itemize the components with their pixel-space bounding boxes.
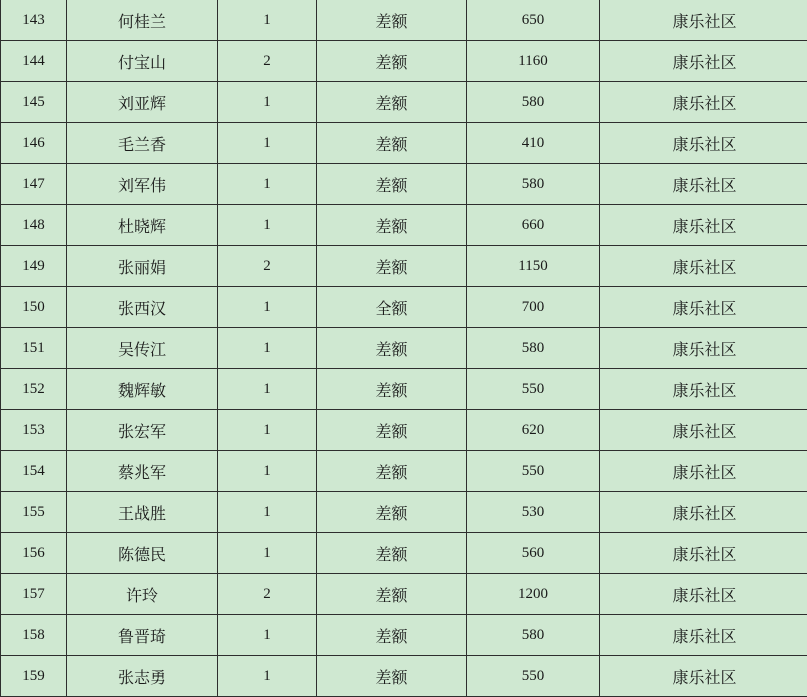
- table-row: [1, 328, 807, 369]
- cell-community[interactable]: 康乐社区: [600, 369, 807, 410]
- cell-serial-number[interactable]: 156: [1, 533, 67, 574]
- table-body: [1, 0, 807, 697]
- cell-name[interactable]: 吴传江: [67, 328, 218, 369]
- cell-name[interactable]: 陈德民: [67, 533, 218, 574]
- cell-community[interactable]: 康乐社区: [600, 656, 807, 697]
- cell-household-count[interactable]: 2: [218, 574, 317, 615]
- cell-amount[interactable]: 580: [467, 328, 600, 369]
- cell-serial-number[interactable]: 150: [1, 287, 67, 328]
- cell-name[interactable]: 鲁晋琦: [67, 615, 218, 656]
- cell-community[interactable]: 康乐社区: [600, 574, 807, 615]
- table-row: [1, 451, 807, 492]
- cell-name[interactable]: 张丽娟: [67, 246, 218, 287]
- table-row: [1, 492, 807, 533]
- cell-amount[interactable]: 560: [467, 533, 600, 574]
- cell-name[interactable]: 许玲: [67, 574, 218, 615]
- cell-community[interactable]: 康乐社区: [600, 492, 807, 533]
- cell-serial-number[interactable]: 149: [1, 246, 67, 287]
- cell-amount[interactable]: 580: [467, 615, 600, 656]
- cell-amount[interactable]: 1200: [467, 574, 600, 615]
- cell-household-count[interactable]: 1: [218, 533, 317, 574]
- cell-name[interactable]: 张宏军: [67, 410, 218, 451]
- cell-amount[interactable]: 620: [467, 410, 600, 451]
- cell-serial-number[interactable]: 146: [1, 123, 67, 164]
- cell-household-count[interactable]: 1: [218, 369, 317, 410]
- table-row: [1, 656, 807, 697]
- cell-name[interactable]: 张西汉: [67, 287, 218, 328]
- cell-name[interactable]: 张志勇: [67, 656, 218, 697]
- cell-amount[interactable]: 580: [467, 82, 600, 123]
- cell-name[interactable]: 魏辉敏: [67, 369, 218, 410]
- cell-name[interactable]: 付宝山: [67, 41, 218, 82]
- cell-name[interactable]: 王战胜: [67, 492, 218, 533]
- cell-community[interactable]: 康乐社区: [600, 410, 807, 451]
- cell-amount[interactable]: 650: [467, 0, 600, 41]
- cell-aid-type[interactable]: 差额: [317, 656, 467, 697]
- cell-household-count[interactable]: 1: [218, 205, 317, 246]
- cell-name[interactable]: 何桂兰: [67, 0, 218, 41]
- cell-serial-number[interactable]: 157: [1, 574, 67, 615]
- cell-aid-type[interactable]: 差额: [317, 369, 467, 410]
- cell-aid-type[interactable]: 差额: [317, 410, 467, 451]
- cell-community[interactable]: 康乐社区: [600, 246, 807, 287]
- cell-household-count[interactable]: 1: [218, 0, 317, 41]
- cell-name[interactable]: 刘亚辉: [67, 82, 218, 123]
- cell-aid-type[interactable]: 差额: [317, 451, 467, 492]
- cell-amount[interactable]: 530: [467, 492, 600, 533]
- table-row: [1, 574, 807, 615]
- cell-household-count[interactable]: 1: [218, 82, 317, 123]
- cell-name[interactable]: 刘军伟: [67, 164, 218, 205]
- cell-household-count[interactable]: 1: [218, 615, 317, 656]
- cell-community[interactable]: 康乐社区: [600, 0, 807, 41]
- cell-community[interactable]: 康乐社区: [600, 164, 807, 205]
- table-row: [1, 615, 807, 656]
- cell-serial-number[interactable]: 154: [1, 451, 67, 492]
- cell-aid-type[interactable]: 差额: [317, 205, 467, 246]
- table-row: [1, 369, 807, 410]
- cell-amount[interactable]: 580: [467, 164, 600, 205]
- cell-aid-type[interactable]: 差额: [317, 82, 467, 123]
- cell-community[interactable]: 康乐社区: [600, 205, 807, 246]
- cell-serial-number[interactable]: 143: [1, 0, 67, 41]
- cell-household-count[interactable]: 2: [218, 41, 317, 82]
- cell-name[interactable]: 毛兰香: [67, 123, 218, 164]
- cell-amount[interactable]: 1160: [467, 41, 600, 82]
- cell-household-count[interactable]: 2: [218, 246, 317, 287]
- table-row: [1, 205, 807, 246]
- table-row: [1, 410, 807, 451]
- table-row: [1, 533, 807, 574]
- cell-household-count[interactable]: 1: [218, 410, 317, 451]
- cell-community[interactable]: 康乐社区: [600, 533, 807, 574]
- cell-serial-number[interactable]: 155: [1, 492, 67, 533]
- cell-community[interactable]: 康乐社区: [600, 615, 807, 656]
- cell-community[interactable]: 康乐社区: [600, 328, 807, 369]
- cell-serial-number[interactable]: 152: [1, 369, 67, 410]
- cell-amount[interactable]: 1150: [467, 246, 600, 287]
- cell-serial-number[interactable]: 153: [1, 410, 67, 451]
- cell-serial-number[interactable]: 144: [1, 41, 67, 82]
- cell-serial-number[interactable]: 145: [1, 82, 67, 123]
- cell-community[interactable]: 康乐社区: [600, 82, 807, 123]
- cell-aid-type[interactable]: 差额: [317, 41, 467, 82]
- cell-aid-type[interactable]: 差额: [317, 492, 467, 533]
- cell-household-count[interactable]: 1: [218, 164, 317, 205]
- cell-community[interactable]: 康乐社区: [600, 451, 807, 492]
- cell-amount[interactable]: 700: [467, 287, 600, 328]
- cell-aid-type[interactable]: 差额: [317, 123, 467, 164]
- cell-amount[interactable]: 550: [467, 656, 600, 697]
- table-row: [1, 246, 807, 287]
- cell-community[interactable]: 康乐社区: [600, 123, 807, 164]
- cell-household-count[interactable]: 1: [218, 287, 317, 328]
- table-row: [1, 287, 807, 328]
- cell-name[interactable]: 杜晓辉: [67, 205, 218, 246]
- cell-amount[interactable]: 660: [467, 205, 600, 246]
- cell-aid-type[interactable]: 差额: [317, 164, 467, 205]
- cell-aid-type[interactable]: 差额: [317, 246, 467, 287]
- cell-household-count[interactable]: 1: [218, 123, 317, 164]
- cell-amount[interactable]: 550: [467, 369, 600, 410]
- cell-aid-type[interactable]: 差额: [317, 574, 467, 615]
- cell-aid-type[interactable]: 差额: [317, 0, 467, 41]
- cell-community[interactable]: 康乐社区: [600, 287, 807, 328]
- cell-amount[interactable]: 550: [467, 451, 600, 492]
- cell-amount[interactable]: 410: [467, 123, 600, 164]
- cell-aid-type[interactable]: 全额: [317, 287, 467, 328]
- cell-aid-type[interactable]: 差额: [317, 328, 467, 369]
- cell-serial-number[interactable]: 151: [1, 328, 67, 369]
- cell-aid-type[interactable]: 差额: [317, 615, 467, 656]
- table-row: [1, 0, 807, 41]
- table-row: [1, 82, 807, 123]
- table-row: [1, 164, 807, 205]
- cell-household-count[interactable]: 1: [218, 656, 317, 697]
- cell-community[interactable]: 康乐社区: [600, 41, 807, 82]
- cell-aid-type[interactable]: 差额: [317, 533, 467, 574]
- table-row: [1, 41, 807, 82]
- cell-serial-number[interactable]: 148: [1, 205, 67, 246]
- cell-household-count[interactable]: 1: [218, 451, 317, 492]
- table-row: [1, 123, 807, 164]
- cell-serial-number[interactable]: 158: [1, 615, 67, 656]
- cell-serial-number[interactable]: 159: [1, 656, 67, 697]
- cell-name[interactable]: 蔡兆军: [67, 451, 218, 492]
- cell-serial-number[interactable]: 147: [1, 164, 67, 205]
- cell-household-count[interactable]: 1: [218, 492, 317, 533]
- cell-household-count[interactable]: 1: [218, 328, 317, 369]
